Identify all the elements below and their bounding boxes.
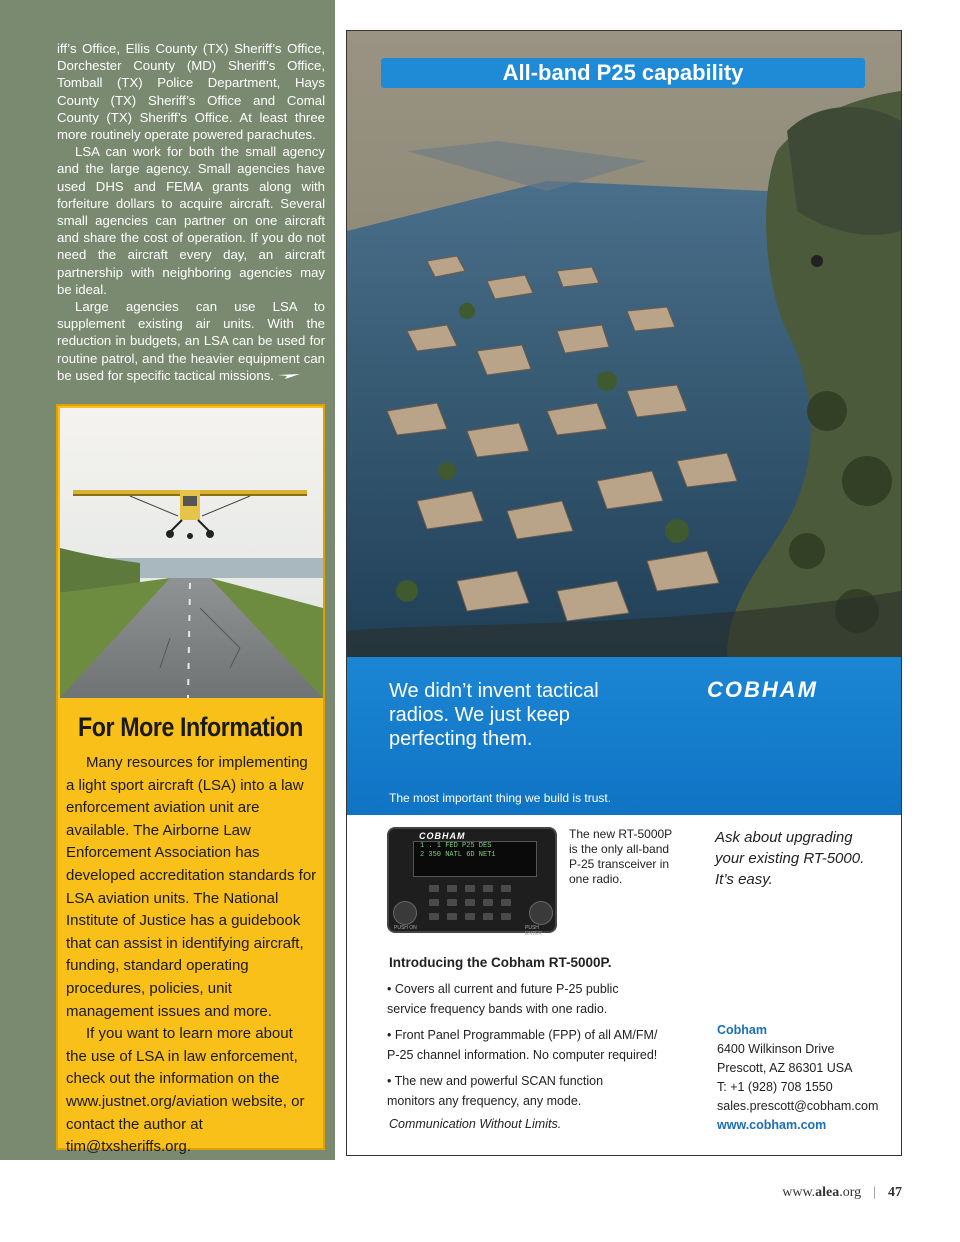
info-box-paragraph-1: Many resources for implementing a light sport aircraft (LSA) into a law enforcement aviation unit are available. The Airborne Law Enforcement Association has developed accreditation standards for LSA aviation units. The National Institute of Justice has a guidebook that can assist in identifying aircraft, funding, standard operating procedures, policies, unit management issues and more. (66, 754, 317, 1020)
for-more-information-box (56, 404, 325, 1156)
contact-company-name: Cobham (717, 1023, 767, 1037)
feature-item (387, 1071, 687, 1111)
feature-item-line: P-25 channel information. No computer required! (387, 1048, 658, 1062)
feature-item (387, 979, 687, 1019)
p25-capability-banner: All-band P25 capability (381, 58, 865, 88)
radio-key (429, 885, 439, 892)
contact-email[interactable]: sales.prescott@cobham.com (717, 1099, 879, 1113)
feature-item-line: • Covers all current and future P-25 public (387, 982, 619, 996)
article-paragraph-2: LSA can work for both the small agency and the large agency. Small agencies have used DHS and FEMA grants along with forfeiture dollars to acquire aircraft. Several small agencies can partner on one aircraft and share the cost of operation. If you do not need the aircraft every day, an aircraft partnership with neighboring agencies may be ideal. (57, 144, 325, 297)
info-box-title: For More Information (78, 712, 303, 742)
footer-site-suffix: .org (839, 1185, 862, 1200)
radio-key (447, 885, 457, 892)
ultralight-aircraft-photo (60, 408, 323, 698)
contact-address-line-2: Prescott, AZ 86301 USA (717, 1061, 853, 1075)
article-text (57, 40, 325, 384)
radio-key (447, 913, 457, 920)
radio-brand-label: COBHAM (419, 831, 466, 841)
feature-item-line: • The new and powerful SCAN function (387, 1074, 604, 1088)
radio-key (483, 899, 493, 906)
radio-key (429, 913, 439, 920)
upgrade-prompt-line-3: It’s easy. (715, 871, 773, 888)
radio-key (483, 913, 493, 920)
airplane-end-mark-icon (277, 372, 301, 380)
new-radio-text: The new RT-5000P is the only all-band P-25 transceiver in one radio. (569, 827, 672, 886)
contact-address-line-1: 6400 Wilkinson Drive (717, 1042, 835, 1056)
cobham-contact-block (717, 1021, 897, 1135)
ad-tagline-line-2: radios. We just keep (389, 704, 570, 726)
ad-closing-line: Communication Without Limits. (389, 1117, 562, 1131)
upgrade-prompt (715, 827, 885, 890)
radio-display-line-2: 2 350 NATL 6D NET1 (420, 851, 496, 859)
page-number: 47 (888, 1185, 902, 1200)
ad-tagline-line-3: perfecting them. (389, 728, 533, 750)
radio-key (465, 885, 475, 892)
radio-key (483, 885, 493, 892)
cobham-logo: COBHAM (707, 677, 818, 702)
product-intro-heading: Introducing the Cobham RT-5000P. (389, 955, 612, 970)
info-box-body (66, 752, 317, 1159)
radio-display-line-1: 1 . 1 FED P25 DES (420, 842, 492, 850)
radio-key (447, 899, 457, 906)
radio-power-knob (393, 901, 417, 925)
ad-tagline-line-1: We didn’t invent tactical (389, 680, 599, 702)
radio-enter-knob-label: PUSH ENTER (525, 925, 542, 937)
info-box-paragraph-2: If you want to learn more about the use of LSA in law enforcement, check out the information on the www.justnet.org/aviation website, or contact the author at tim@txsheriffs.org. (66, 1025, 305, 1156)
footer-site-prefix: www. (782, 1185, 816, 1200)
ad-blue-panel (347, 657, 901, 815)
upgrade-prompt-line-1: Ask about upgrading (715, 829, 853, 846)
footer-separator: | (873, 1185, 876, 1200)
feature-item-line: • Front Panel Programmable (FPP) of all AM/FM/ (387, 1028, 658, 1042)
article-paragraph-3-text: Large agencies can use LSA to supplement existing air units. With the reduction in budgets, an LSA can be used for routine patrol, and the heavier equipment can be used for specific tactical missions. (57, 299, 325, 383)
radio-key (429, 899, 439, 906)
feature-item-line: monitors any frequency, any mode. (387, 1094, 582, 1108)
radio-enter-knob (529, 901, 553, 925)
radio-display (413, 841, 537, 877)
radio-key (501, 899, 511, 906)
contact-phone: T: +1 (928) 708 1550 (717, 1080, 833, 1094)
upgrade-prompt-line-2: your existing RT-5000. (715, 850, 865, 867)
article-paragraph-3 (57, 298, 325, 384)
radio-power-knob-label: PUSH ON (394, 925, 417, 931)
article-paragraph-1: iff’s Office, Ellis County (TX) Sheriff’s Office, Dorchester County (MD) Sheriff’s Office, Tomball (TX) Police Department, Hays County (TX) Sheriff’s Office and Comal County (TX) Sheriff’s Office. At least three more routinely operate powered parachutes. (57, 41, 325, 143)
contact-website-link[interactable]: www.cobham.com (717, 1118, 827, 1132)
feature-item (387, 1025, 687, 1065)
page-footer (782, 1185, 902, 1201)
trust-line: The most important thing we build is trust. (389, 791, 612, 805)
radio-key (501, 913, 511, 920)
feature-list (387, 979, 687, 1117)
cobham-advertisement (346, 30, 902, 1156)
flood-aerial-photo (347, 31, 901, 657)
radio-key (501, 885, 511, 892)
footer-site-name: alea (815, 1185, 840, 1200)
ad-tagline (389, 679, 659, 751)
radio-key (465, 913, 475, 920)
feature-item-line: service frequency bands with one radio. (387, 1002, 608, 1016)
radio-key (465, 899, 475, 906)
rt-5000p-radio-image (387, 827, 557, 937)
